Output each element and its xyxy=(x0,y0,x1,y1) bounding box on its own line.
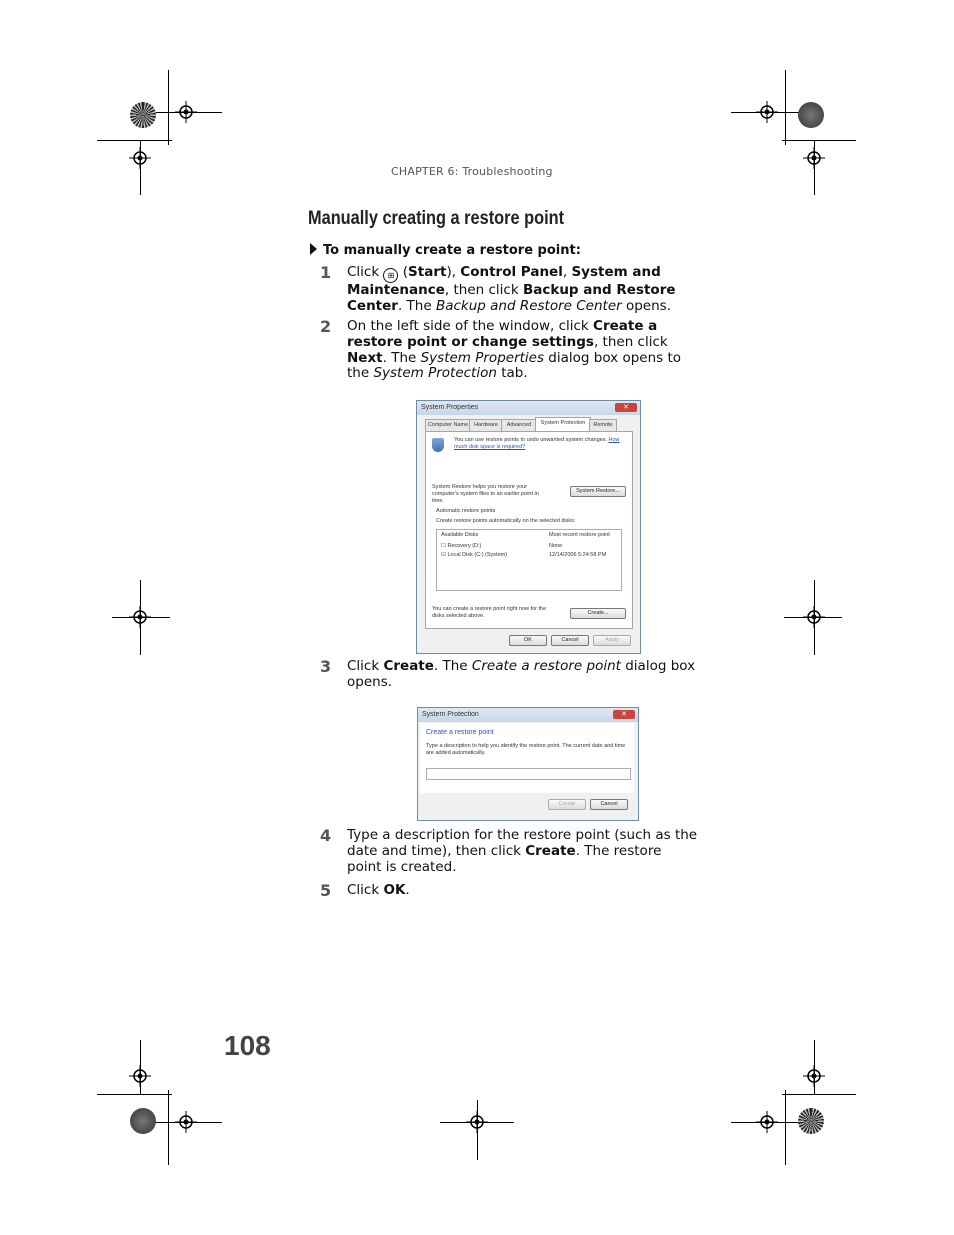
dialog-titlebar: System Protection xyxy=(418,708,638,722)
registration-target-icon xyxy=(129,606,151,628)
step-2-text: On the left side of the window, click Create a restore point or change settings, then click Next. The System Properties dialog box opens to the System Protection tab. xyxy=(347,318,682,382)
column-header: Available Disks xyxy=(441,532,479,538)
color-rosette-icon xyxy=(130,1108,156,1134)
tab-system-protection: System Protection xyxy=(535,417,591,431)
color-rosette-icon xyxy=(798,102,824,128)
running-header: CHAPTER 6: Troubleshooting xyxy=(391,165,553,178)
step-number: 3 xyxy=(320,657,332,676)
disk-list xyxy=(436,529,622,591)
tab-remote: Remote xyxy=(589,419,617,431)
auto-restore-desc: Create restore points automatically on the selected disks: xyxy=(436,518,576,524)
registration-target-icon xyxy=(129,1065,151,1087)
step-number: 4 xyxy=(320,826,332,845)
step-number: 2 xyxy=(320,317,332,336)
step-4-text: Type a description for the restore point (such as the date and time), then click Create. The restore point is created. xyxy=(347,827,698,875)
tab-advanced: Advanced xyxy=(501,419,537,431)
step-5-text: Click OK. xyxy=(347,882,410,898)
description-input xyxy=(426,768,631,780)
windows-start-icon: ⊞ xyxy=(383,268,398,283)
step-number: 5 xyxy=(320,881,332,900)
disk-space-link: How much disk space is required? xyxy=(454,437,620,450)
tab-panel xyxy=(425,431,633,629)
step-number: 1 xyxy=(320,263,332,282)
create-now-text: You can create a restore point right now for the disks selected above. xyxy=(432,606,547,619)
registration-target-icon xyxy=(175,101,197,123)
section-title: Manually creating a restore point xyxy=(308,208,565,229)
cancel-button: Cancel xyxy=(551,635,589,646)
registration-target-icon xyxy=(756,101,778,123)
step-3-text: Click Create. The Create a restore point dialog box opens. xyxy=(347,658,696,690)
registration-target-icon xyxy=(803,147,825,169)
procedure-heading: To manually create a restore point: xyxy=(310,243,581,258)
color-rosette-icon xyxy=(130,102,156,128)
auto-restore-label: Automatic restore points xyxy=(436,508,496,514)
registration-target-icon xyxy=(803,1065,825,1087)
registration-target-icon xyxy=(129,147,151,169)
ok-button: OK xyxy=(509,635,547,646)
restore-point-value: None xyxy=(549,543,563,549)
create-button: Create xyxy=(548,799,586,810)
registration-target-icon xyxy=(756,1111,778,1133)
registration-target-icon xyxy=(466,1111,488,1133)
tab-computer-name: Computer Name xyxy=(425,419,471,431)
column-header: Most recent restore point xyxy=(549,532,610,538)
tab-hardware: Hardware xyxy=(469,419,503,431)
create-button: Create... xyxy=(570,608,626,619)
dialog-body xyxy=(420,723,634,793)
dialog-description: Type a description to help you identify the restore point. The current date and time are added automatically. xyxy=(426,743,626,756)
registration-target-icon xyxy=(803,606,825,628)
close-icon: ✕ xyxy=(615,403,637,412)
system-restore-text: System Restore helps you restore your computer's system files to an earlier point in time. xyxy=(432,484,539,504)
arrow-right-icon xyxy=(310,243,317,255)
disk-row: ☐ Recovery (D:) xyxy=(441,543,482,549)
system-protection-screenshot xyxy=(417,707,639,821)
restore-point-value: 12/14/2006 5:24:58 PM xyxy=(549,552,607,558)
registration-target-icon xyxy=(175,1111,197,1133)
system-properties-screenshot xyxy=(416,400,641,654)
system-restore-button: System Restore... xyxy=(570,486,626,497)
close-icon: ✕ xyxy=(613,710,635,719)
dialog-heading: Create a restore point xyxy=(426,729,494,736)
page-number: 108 xyxy=(224,1030,271,1061)
apply-button: Apply xyxy=(593,635,631,646)
shield-icon xyxy=(432,438,444,452)
step-1-text: Click ⊞ (Start), Control Panel, System and Maintenance, then click Backup and Restore Center. The Backup and Restore Center opens. xyxy=(347,264,676,314)
color-rosette-icon xyxy=(798,1108,824,1134)
disk-row: ☑ Local Disk (C:) (System) xyxy=(441,552,508,558)
info-text: You can use restore points to undo unwanted system changes. How much disk space is required? xyxy=(454,437,620,450)
cancel-button: Cancel xyxy=(590,799,628,810)
dialog-titlebar: System Properties xyxy=(417,401,640,415)
